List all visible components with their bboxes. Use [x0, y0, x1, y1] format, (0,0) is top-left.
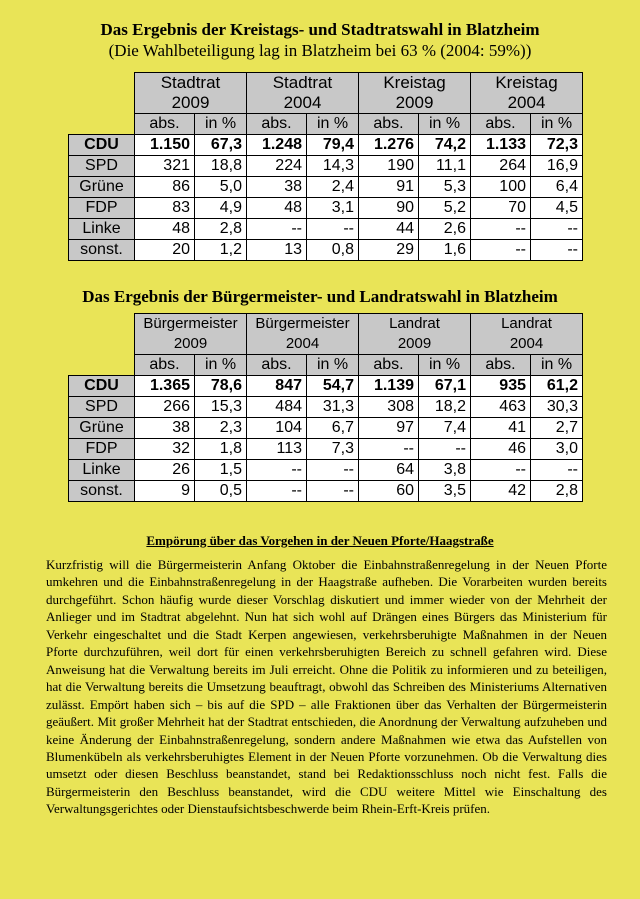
party-name: FDP	[69, 198, 135, 219]
council-election-table	[68, 72, 583, 261]
abs-value: 86	[135, 177, 195, 198]
party-name: Linke	[69, 219, 135, 240]
pct-value: 3,5	[419, 481, 471, 502]
pct-value: 3,1	[307, 198, 359, 219]
party-name: sonst.	[69, 240, 135, 261]
pct-value: 0,8	[307, 240, 359, 261]
table-row	[69, 397, 583, 418]
party-name: CDU	[69, 376, 135, 397]
abs-value: 70	[471, 198, 531, 219]
abs-value: --	[247, 460, 307, 481]
column-group-title: Landrat	[389, 315, 440, 332]
abs-value: 91	[359, 177, 419, 198]
pct-value: 78,6	[195, 376, 247, 397]
pct-value: 2,7	[531, 418, 583, 439]
abs-value: 13	[247, 240, 307, 261]
heading-mayor-election: Das Ergebnis der Bürgermeister- und Landratswahl in Blatzheim	[82, 287, 558, 306]
abs-value: 9	[135, 481, 195, 502]
subheader-row	[69, 355, 583, 376]
abs-value: 484	[247, 397, 307, 418]
pct-value: 1,6	[419, 240, 471, 261]
table-row	[69, 135, 583, 156]
pct-value: 74,2	[419, 135, 471, 156]
pct-value: 1,5	[195, 460, 247, 481]
abs-value: 935	[471, 376, 531, 397]
abs-value: 104	[247, 418, 307, 439]
column-group-year: 2004	[507, 93, 546, 112]
abs-value: 26	[135, 460, 195, 481]
column-group-year: 2004	[285, 335, 320, 352]
column-group-header	[359, 314, 471, 355]
column-group-title: Stadtrat	[272, 73, 333, 92]
abs-value: 44	[359, 219, 419, 240]
abs-header: abs.	[135, 355, 195, 376]
abs-value: 1.150	[135, 135, 195, 156]
party-name: SPD	[69, 156, 135, 177]
pct-header: in %	[531, 355, 583, 376]
table-row	[69, 177, 583, 198]
header-row	[69, 314, 583, 355]
abs-value: 1.365	[135, 376, 195, 397]
abs-value: 29	[359, 240, 419, 261]
column-group-header	[471, 314, 583, 355]
pct-value: --	[531, 219, 583, 240]
table-row	[69, 376, 583, 397]
party-name: sonst.	[69, 481, 135, 502]
table-row	[69, 240, 583, 261]
heading-council-election: Das Ergebnis der Kreistags- und Stadtratswahl in Blatzheim	[100, 20, 540, 39]
column-group-title: Landrat	[501, 315, 552, 332]
pct-value: 3,8	[419, 460, 471, 481]
pct-value: 1,8	[195, 439, 247, 460]
table-row	[69, 481, 583, 502]
column-group-title: Stadtrat	[160, 73, 221, 92]
pct-value: 4,5	[531, 198, 583, 219]
abs-value: 64	[359, 460, 419, 481]
abs-value: 90	[359, 198, 419, 219]
column-group-year: 2004	[509, 335, 544, 352]
pct-value: 6,4	[531, 177, 583, 198]
mayor-election-table	[68, 313, 583, 502]
abs-value: --	[471, 460, 531, 481]
pct-value: 7,4	[419, 418, 471, 439]
column-group-header	[247, 314, 359, 355]
column-group-year: 2009	[397, 335, 432, 352]
pct-value: 2,4	[307, 177, 359, 198]
party-name: Grüne	[69, 418, 135, 439]
abs-header: abs.	[359, 114, 419, 135]
pct-value: --	[531, 240, 583, 261]
pct-value: 1,2	[195, 240, 247, 261]
column-group-year: 2009	[171, 93, 210, 112]
party-name: Linke	[69, 460, 135, 481]
column-group-title: Kreistag	[383, 73, 446, 92]
abs-value: 224	[247, 156, 307, 177]
abs-value: 100	[471, 177, 531, 198]
pct-value: 5,2	[419, 198, 471, 219]
pct-value: --	[307, 460, 359, 481]
article-title: Empörung über das Vorgehen in der Neuen Pforte/Haagstraße	[146, 533, 494, 548]
pct-header: in %	[195, 355, 247, 376]
pct-value: --	[419, 439, 471, 460]
abs-value: 42	[471, 481, 531, 502]
abs-value: 463	[471, 397, 531, 418]
column-group-header	[471, 73, 583, 114]
pct-value: 2,8	[531, 481, 583, 502]
abs-header: abs.	[135, 114, 195, 135]
abs-value: 60	[359, 481, 419, 502]
column-group-title: Bürgermeister	[143, 315, 238, 332]
pct-value: --	[531, 460, 583, 481]
pct-value: 79,4	[307, 135, 359, 156]
pct-value: 6,7	[307, 418, 359, 439]
column-group-year: 2004	[283, 93, 322, 112]
abs-value: 321	[135, 156, 195, 177]
corner-cell	[69, 314, 135, 376]
pct-header: in %	[307, 355, 359, 376]
pct-header: in %	[195, 114, 247, 135]
abs-value: 48	[247, 198, 307, 219]
corner-cell	[69, 73, 135, 135]
pct-value: 16,9	[531, 156, 583, 177]
pct-value: 67,1	[419, 376, 471, 397]
column-group-year: 2009	[395, 93, 434, 112]
party-name: CDU	[69, 135, 135, 156]
pct-value: 2,3	[195, 418, 247, 439]
pct-value: 7,3	[307, 439, 359, 460]
table-row	[69, 418, 583, 439]
pct-value: 5,0	[195, 177, 247, 198]
pct-value: 14,3	[307, 156, 359, 177]
abs-value: 38	[247, 177, 307, 198]
abs-value: 190	[359, 156, 419, 177]
abs-value: 1.248	[247, 135, 307, 156]
column-group-header	[135, 73, 247, 114]
column-group-header	[247, 73, 359, 114]
abs-value: 847	[247, 376, 307, 397]
pct-value: 31,3	[307, 397, 359, 418]
pct-value: 67,3	[195, 135, 247, 156]
pct-value: 2,8	[195, 219, 247, 240]
abs-value: 83	[135, 198, 195, 219]
table-row	[69, 198, 583, 219]
abs-value: 97	[359, 418, 419, 439]
pct-value: 61,2	[531, 376, 583, 397]
abs-header: abs.	[247, 355, 307, 376]
abs-value: 46	[471, 439, 531, 460]
abs-value: 1.133	[471, 135, 531, 156]
abs-header: abs.	[247, 114, 307, 135]
pct-value: --	[307, 219, 359, 240]
pct-value: 2,6	[419, 219, 471, 240]
abs-value: 1.139	[359, 376, 419, 397]
abs-value: 308	[359, 397, 419, 418]
abs-value: 1.276	[359, 135, 419, 156]
pct-value: 11,1	[419, 156, 471, 177]
abs-value: 20	[135, 240, 195, 261]
turnout-note: (Die Wahlbeteiligung lag in Blatzheim bei 63 % (2004: 59%))	[108, 41, 532, 60]
abs-value: 264	[471, 156, 531, 177]
abs-value: --	[359, 439, 419, 460]
table-row	[69, 460, 583, 481]
abs-value: --	[471, 219, 531, 240]
party-name: SPD	[69, 397, 135, 418]
abs-value: --	[471, 240, 531, 261]
article-body: Kurzfristig will die Bürgermeisterin Anfang Oktober die Einbahnstraßenregelung in der Neuen Pforte umkehren und die Einbahnstraßenregelung in der Haagstraße aufheben. Die Vorarbeiten wurden bereits durchgeführt. Schon häufig wurde dieser Vorschlag diskutiert und immer wieder von der Mehrheit der Anlieger und im Stadtrat abgelehnt. Nun hat sich wohl auf Drängen eines Bürgers das Ministerium für Verkehr eingeschaltet und die Stadt Kerpen angewiesen, verkehrsberuhigte Maßnahmen in der Neuen Pforte durchzuführen, weil dort für einen verkehrsberuhigten Bereich zu schnell gefahren wird. Diese Anweisung hat die Verwaltung bereits im Juli erreicht. Ohne die Politik zu informieren und zu beteiligen, hat die Verwaltung bereits die Umsetzung beauftragt, obwohl das Schreiben des Ministeriums Alternativen zulässt. Empört haben sich – bis auf die SPD – alle Fraktionen über das Verhalten der Bürgermeisterin geäußert. Mit großer Mehrheit hat der Stadtrat entschieden, die Anordnung der Verwaltung aufzuheben und keine Änderung der Einbahnstraßenregelung, sondern andere Maßnahmen wie etwa das Aufstellen von Blumenkübeln als verkehrsberuhigtes Element in der Neuen Pforte vorzunehmen. Ob die Verwaltung dies umsetzt oder diesen Beschluss beanstandet, stand bei Redaktionsschluss noch nicht fest. Falls die Bürgermeisterin den Beschluss beanstandet, wird die CDU weitere Mittel wie Einschaltung des Verwaltungsgerichtes oder Dienstaufsichtsbeschwerde beim Rhein-Erft-Kreis prüfen.	[46, 557, 607, 817]
party-name: FDP	[69, 439, 135, 460]
pct-value: 54,7	[307, 376, 359, 397]
column-group-title: Bürgermeister	[255, 315, 350, 332]
pct-value: --	[307, 481, 359, 502]
column-group-title: Kreistag	[495, 73, 558, 92]
pct-header: in %	[307, 114, 359, 135]
pct-value: 18,8	[195, 156, 247, 177]
column-group-header	[135, 314, 247, 355]
abs-value: 266	[135, 397, 195, 418]
abs-value: 32	[135, 439, 195, 460]
pct-value: 0,5	[195, 481, 247, 502]
header-row	[69, 73, 583, 114]
table-row	[69, 439, 583, 460]
abs-value: 113	[247, 439, 307, 460]
pct-value: 72,3	[531, 135, 583, 156]
abs-value: 48	[135, 219, 195, 240]
subheader-row	[69, 114, 583, 135]
table-row	[69, 219, 583, 240]
pct-header: in %	[531, 114, 583, 135]
pct-value: 4,9	[195, 198, 247, 219]
abs-value: 41	[471, 418, 531, 439]
pct-header: in %	[419, 114, 471, 135]
pct-value: 5,3	[419, 177, 471, 198]
pct-value: 30,3	[531, 397, 583, 418]
pct-value: 15,3	[195, 397, 247, 418]
abs-value: 38	[135, 418, 195, 439]
abs-value: --	[247, 481, 307, 502]
pct-value: 3,0	[531, 439, 583, 460]
column-group-header	[359, 73, 471, 114]
abs-value: --	[247, 219, 307, 240]
abs-header: abs.	[359, 355, 419, 376]
pct-value: 18,2	[419, 397, 471, 418]
abs-header: abs.	[471, 114, 531, 135]
column-group-year: 2009	[173, 335, 208, 352]
abs-header: abs.	[471, 355, 531, 376]
party-name: Grüne	[69, 177, 135, 198]
pct-header: in %	[419, 355, 471, 376]
table-row	[69, 156, 583, 177]
